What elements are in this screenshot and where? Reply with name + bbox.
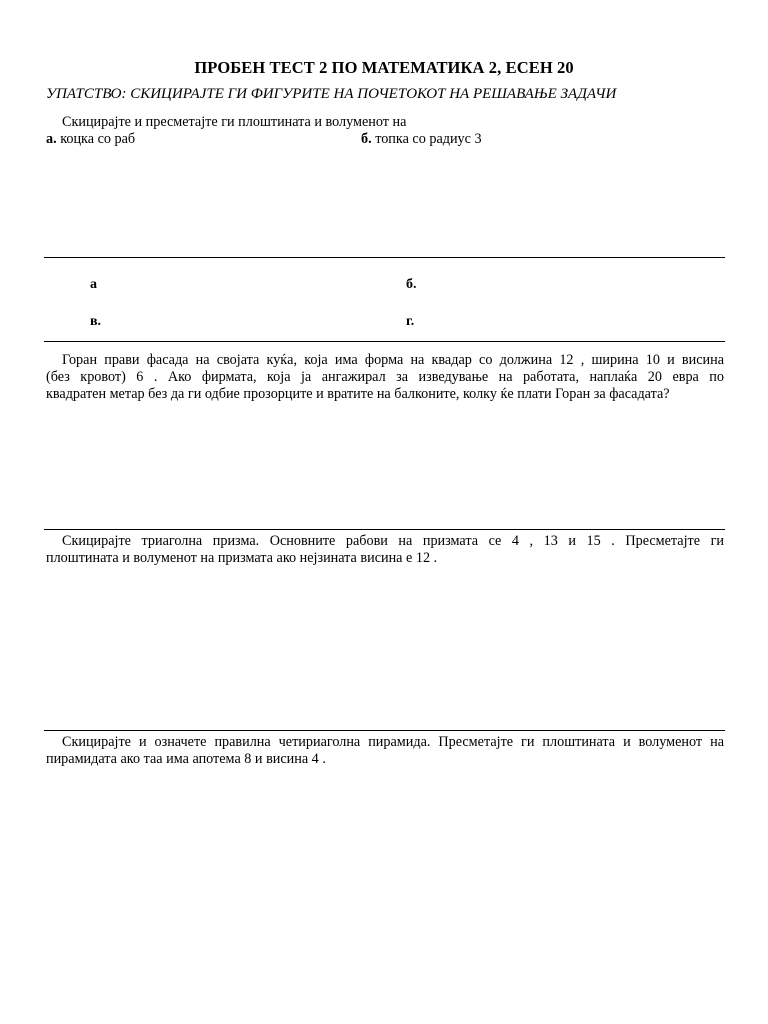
task4-text: [46, 533, 724, 567]
task2-option-a: а: [90, 277, 97, 292]
task1-part-b-text: топка со радиус 3: [375, 131, 482, 147]
task1-part-a: [46, 131, 135, 148]
instruction-text: УПАТСТВО: СКИЦИРАЈТЕ ГИ ФИГУРИТЕ НА ПОЧЕТОКОТ НА РЕШАВАЊЕ ЗАДАЧИ: [46, 86, 617, 102]
task1-intro: Скицирајте и пресметајте ги плоштината и волуменот на: [62, 114, 407, 130]
task2-option-b: б.: [406, 277, 417, 292]
task2-option-g: г.: [406, 314, 415, 329]
task4-line-2: плоштината и волуменот на призмата ако нејзината висина е 12 .: [46, 550, 438, 566]
page-title: ПРОБЕН ТЕСТ 2 ПО МАТЕМАТИКА 2, ЕСЕН 20: [194, 58, 574, 77]
task2-option-v: в.: [90, 314, 102, 329]
section-divider-4: [44, 730, 725, 731]
task3-line-1: Горан прави фасада на својата куќа, која има форма на квадар со должина 12 , ширина 10 и висина: [62, 352, 724, 368]
task4-line-1: Скицирајте триаголна призма. Основните рабови на призмата се 4 , 13 и 15 . Пресметајте ги: [62, 533, 724, 549]
task3-line-2: (без кровот) 6 . Ако фирмата, која ја ангажирал за изведување на работата, наплаќа 20 евра по: [46, 369, 724, 385]
task1-part-a-label: а.: [46, 131, 57, 147]
task1-part-b: [361, 131, 482, 148]
section-divider-2: [44, 341, 725, 342]
task3-line-3: квадратен метар без да ги одбие прозорците и вратите на балконите, колку ќе плати Горан за фасадата?: [46, 386, 670, 402]
task3-text: [46, 352, 724, 403]
task1-part-b-label: б.: [361, 131, 372, 147]
section-divider-1: [44, 257, 725, 258]
task1-part-a-text: коцка со раб: [60, 131, 136, 147]
section-divider-3: [44, 529, 725, 530]
task5-text: [46, 734, 724, 768]
task5-line-1: Скицирајте и означете правилна четириаголна пирамида. Пресметајте ги плоштината и волуменот на: [62, 734, 724, 750]
task5-line-2: пирамидата ако таа има апотема 8 и висина 4 .: [46, 751, 326, 767]
